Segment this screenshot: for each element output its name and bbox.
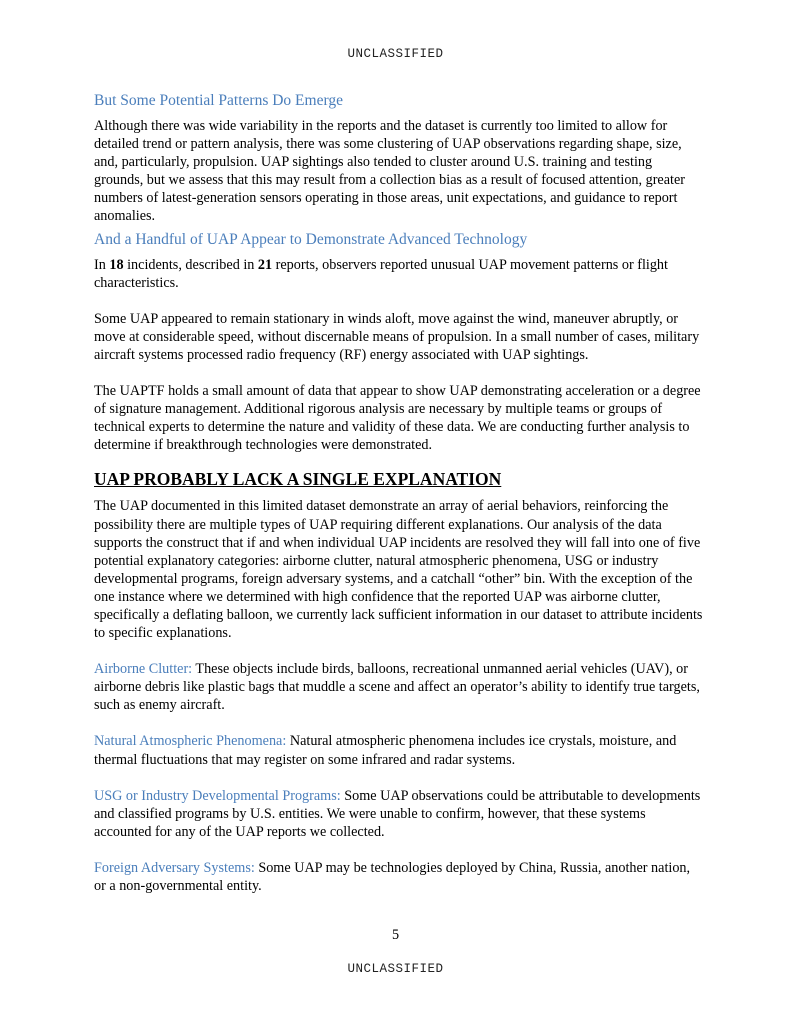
category-airborne-clutter: Airborne Clutter: These objects include birds, balloons, recreational unmanned aerial vehicles (UAV), or airborne debris like plastic bags that muddle a scene and affect an operator’s ability to identify true targets, such as enemy aircraft. bbox=[94, 661, 700, 714]
document-body bbox=[94, 92, 704, 895]
header-classification-banner: UNCLASSIFIED bbox=[347, 47, 444, 61]
category-label: Natural Atmospheric Phenomena: bbox=[94, 733, 287, 750]
section-heading-single-explanation: UAP PROBABLY LACK A SINGLE EXPLANATION bbox=[94, 469, 502, 490]
page-number: 5 bbox=[391, 927, 400, 943]
paragraph-signature-management: The UAPTF holds a small amount of data that appear to show UAP demonstrating acceleration or a degree of signature management. Additional rigorous analysis are necessary by multiple teams or groups of technical experts to determine the nature and validity of these data. We are conducting further analysis to determine if breakthrough technologies were demonstrated. bbox=[94, 383, 701, 454]
category-label: Airborne Clutter: bbox=[94, 661, 193, 678]
incident-count: 18 bbox=[109, 256, 124, 273]
category-natural-phenomena: Natural Atmospheric Phenomena: Natural atmospheric phenomena includes ice crystals, moisture, and thermal fluctuations that may register on some infrared and radar systems. bbox=[94, 733, 677, 768]
subheading-patterns: But Some Potential Patterns Do Emerge bbox=[94, 92, 343, 109]
report-count: 21 bbox=[257, 256, 273, 273]
footer-classification-banner: UNCLASSIFIED bbox=[347, 962, 444, 976]
category-label: Foreign Adversary Systems: bbox=[94, 859, 255, 876]
paragraph-patterns: Although there was wide variability in the reports and the dataset is currently too limited to allow for detailed trend or pattern analysis, there was some clustering of UAP observations regarding shape, size, and, particularly, propulsion. UAP sightings also tended to cluster around U.S. training and testing grounds, but we assess that this may result from a collection bias as a result of focused attention, greater numbers of latest-generation sensors operating in those areas, unit expectations, and guidance to report anomalies. bbox=[94, 118, 685, 225]
paragraph-incidents: In 18 incidents, described in 21 reports, observers reported unusual UAP movement patterns or flight characteristics. bbox=[94, 256, 668, 291]
category-foreign-adversary: Foreign Adversary Systems: Some UAP may be technologies deployed by China, Russia, another nation, or a non-governmental entity. bbox=[94, 859, 691, 894]
category-label: USG or Industry Developmental Programs: bbox=[94, 787, 341, 804]
paragraph-movement: Some UAP appeared to remain stationary in winds aloft, move against the wind, maneuver abruptly, or move at considerable speed, without discernable means of propulsion. In a small number of cases, military aircraft systems processed radio frequency (RF) energy associated with UAP sightings. bbox=[94, 310, 700, 363]
category-developmental-programs: USG or Industry Developmental Programs: Some UAP observations could be attributable to developments and classified programs by U.S. entities. We were unable to confirm, however, that these systems accounted for any of the UAP reports we collected. bbox=[94, 787, 701, 840]
paragraph-explanation: The UAP documented in this limited dataset demonstrate an array of aerial behaviors, reinforcing the possibility there are multiple types of UAP requiring different explanations. Our analysis of the data supports the construct that if and when individual UAP incidents are resolved they will fall into one of five potential explanatory categories: airborne clutter, natural atmospheric phenomena, USG or industry developmental programs, foreign adversary systems, and a catchall “other” bin. With the exception of the one instance where we determined with high confidence that the reported UAP was airborne clutter, specifically a deflating balloon, we currently lack sufficient information in our dataset to attribute incidents to specific explanations. bbox=[94, 498, 703, 642]
subheading-advanced-technology: And a Handful of UAP Appear to Demonstrate Advanced Technology bbox=[94, 230, 528, 248]
